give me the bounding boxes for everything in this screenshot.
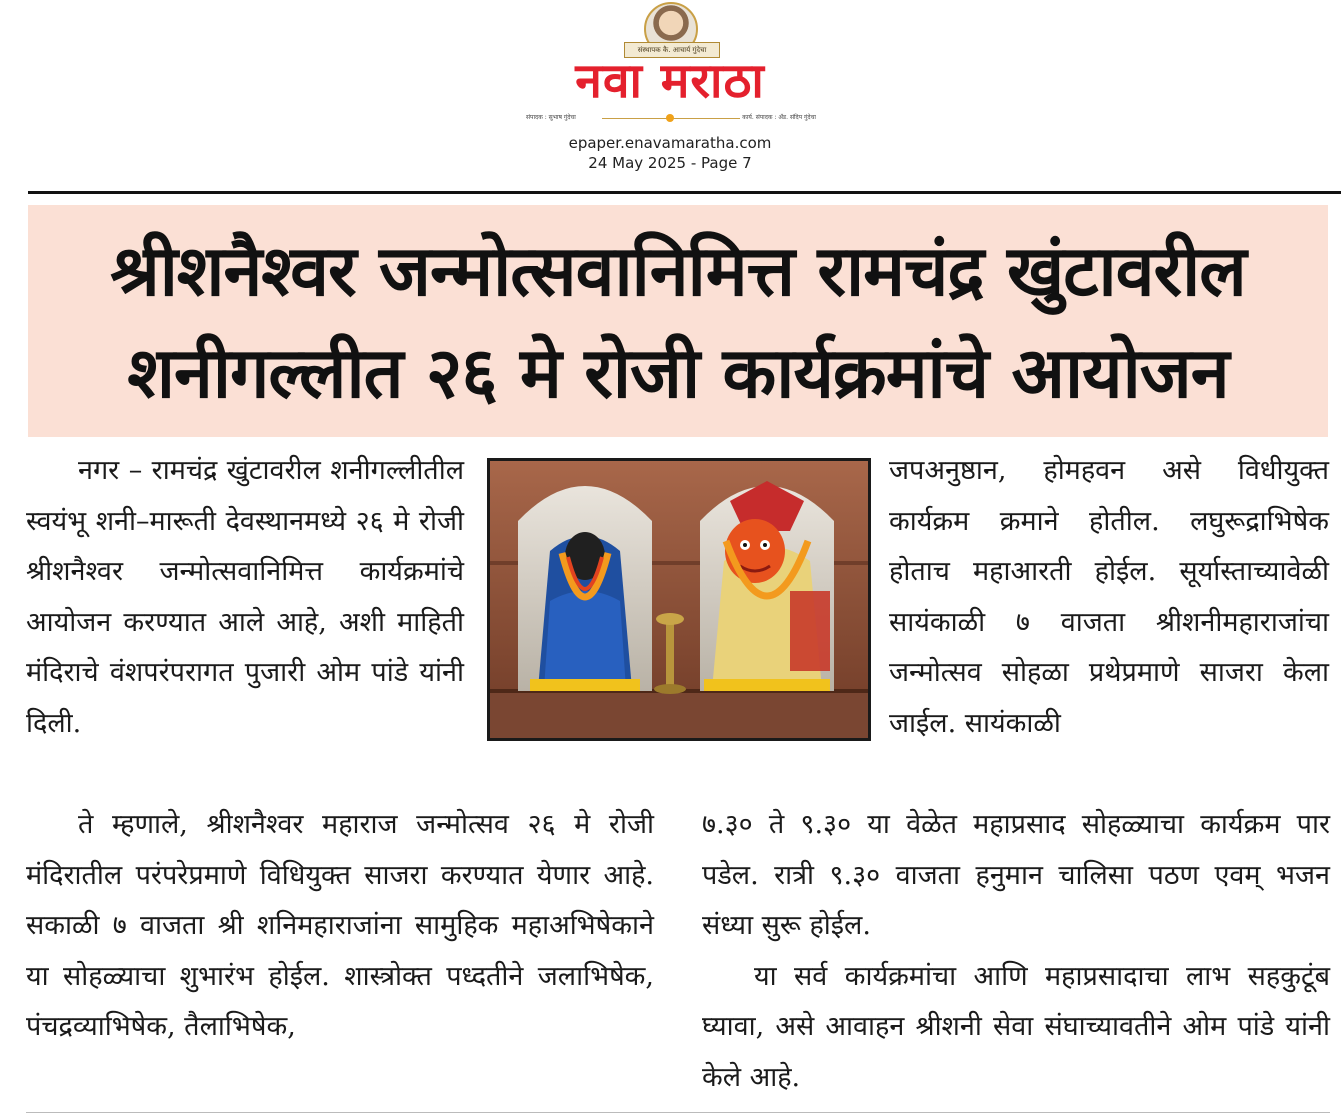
editor-right: कार्य. संपादक : ॲड. संदिप गुंदेचा bbox=[742, 114, 816, 121]
headline-line-2: शनीगल्लीत २६ मे रोजी कार्यक्रमांचे आयोजन bbox=[127, 332, 1229, 414]
epaper-url: epaper.enavamaratha.com bbox=[568, 134, 772, 152]
editor-credits bbox=[522, 112, 820, 124]
masthead-divider bbox=[28, 191, 1341, 194]
page-bottom-rule bbox=[26, 1112, 1330, 1113]
headline-line-1: श्रीशनैश्वर जन्मोत्सवानिमित्त रामचंद्र खुंटावरील bbox=[110, 230, 1246, 312]
masthead bbox=[0, 0, 1341, 190]
founder-ribbon: संस्थापक कै. आचार्य गुंदेचा bbox=[624, 42, 720, 58]
photo-illustration bbox=[490, 461, 868, 738]
editor-left: संपादक : सुभाष गुंदेचा bbox=[526, 114, 576, 121]
date-page-label: 24 May 2025 - Page 7 bbox=[588, 154, 752, 172]
headline-box bbox=[28, 205, 1328, 437]
sun-icon bbox=[666, 114, 674, 122]
article-paragraph-1: नगर – रामचंद्र खुंटावरील शनीगल्लीतील स्वयंभू शनी–मारूती देवस्थानमध्ये २६ मे रोजी श्रीशनैश्वर जन्मोत्सवानिमित्त कार्यक्रमांचे आयोजन करण्यात आले आहे, अशी माहिती मंदिराचे वंशपरंपरागत पुजारी ओम पांडे यांनी दिली. bbox=[26, 455, 464, 739]
article-continuation bbox=[702, 800, 1330, 1110]
article-paragraph-4: ७.३० ते ९.३० या वेळेत महाप्रसाद सोहळ्याचा कार्यक्रम पार पडेल. रात्री ९.३० वाजता हनुमान चालिसा पठण एवम् भजन संध्या सुरू होईल. bbox=[702, 809, 1330, 941]
newspaper-logo: नवा मराठा bbox=[575, 53, 765, 109]
article-paragraph-2: ते म्हणाले, श्रीशनैश्वर महाराज जन्मोत्सव २६ मे रोजी मंदिरातील परंपरेप्रमाणे विधियुक्त साजरा करण्यात येणार आहे. सकाळी ७ वाजता श्री शनिमहाराजांना सामुहिक महाअभिषेकाने या सोहळ्याचा शुभारंभ होईल. शास्त्रोक्त पध्दतीने जलाभिषेक, पंचद्रव्याभिषेक, तैलाभिषेक, bbox=[26, 809, 654, 1042]
temple-idols-photo bbox=[487, 458, 871, 741]
article-paragraph-3: जपअनुष्ठान, होमहवन असे विधीयुक्त कार्यक्रम क्रमाने होतील. लघुरूद्राभिषेक होताच महाआरती होईल. सूर्यास्ताच्यावेळी सायंकाळी ७ वाजता श्रीशनीमहाराजांचा जन्मोत्सव सोहळा प्रथेप्रमाणे साजरा केला जाईल. सायंकाळी bbox=[889, 455, 1329, 739]
article-paragraph-5: या सर्व कार्यक्रमांचा आणि महाप्रसादाचा लाभ सहकुटूंब घ्यावा, असे आवाहन श्रीशनी सेवा संघाच्यावतीने ओम पांडे यांनी केले आहे. bbox=[702, 960, 1330, 1093]
